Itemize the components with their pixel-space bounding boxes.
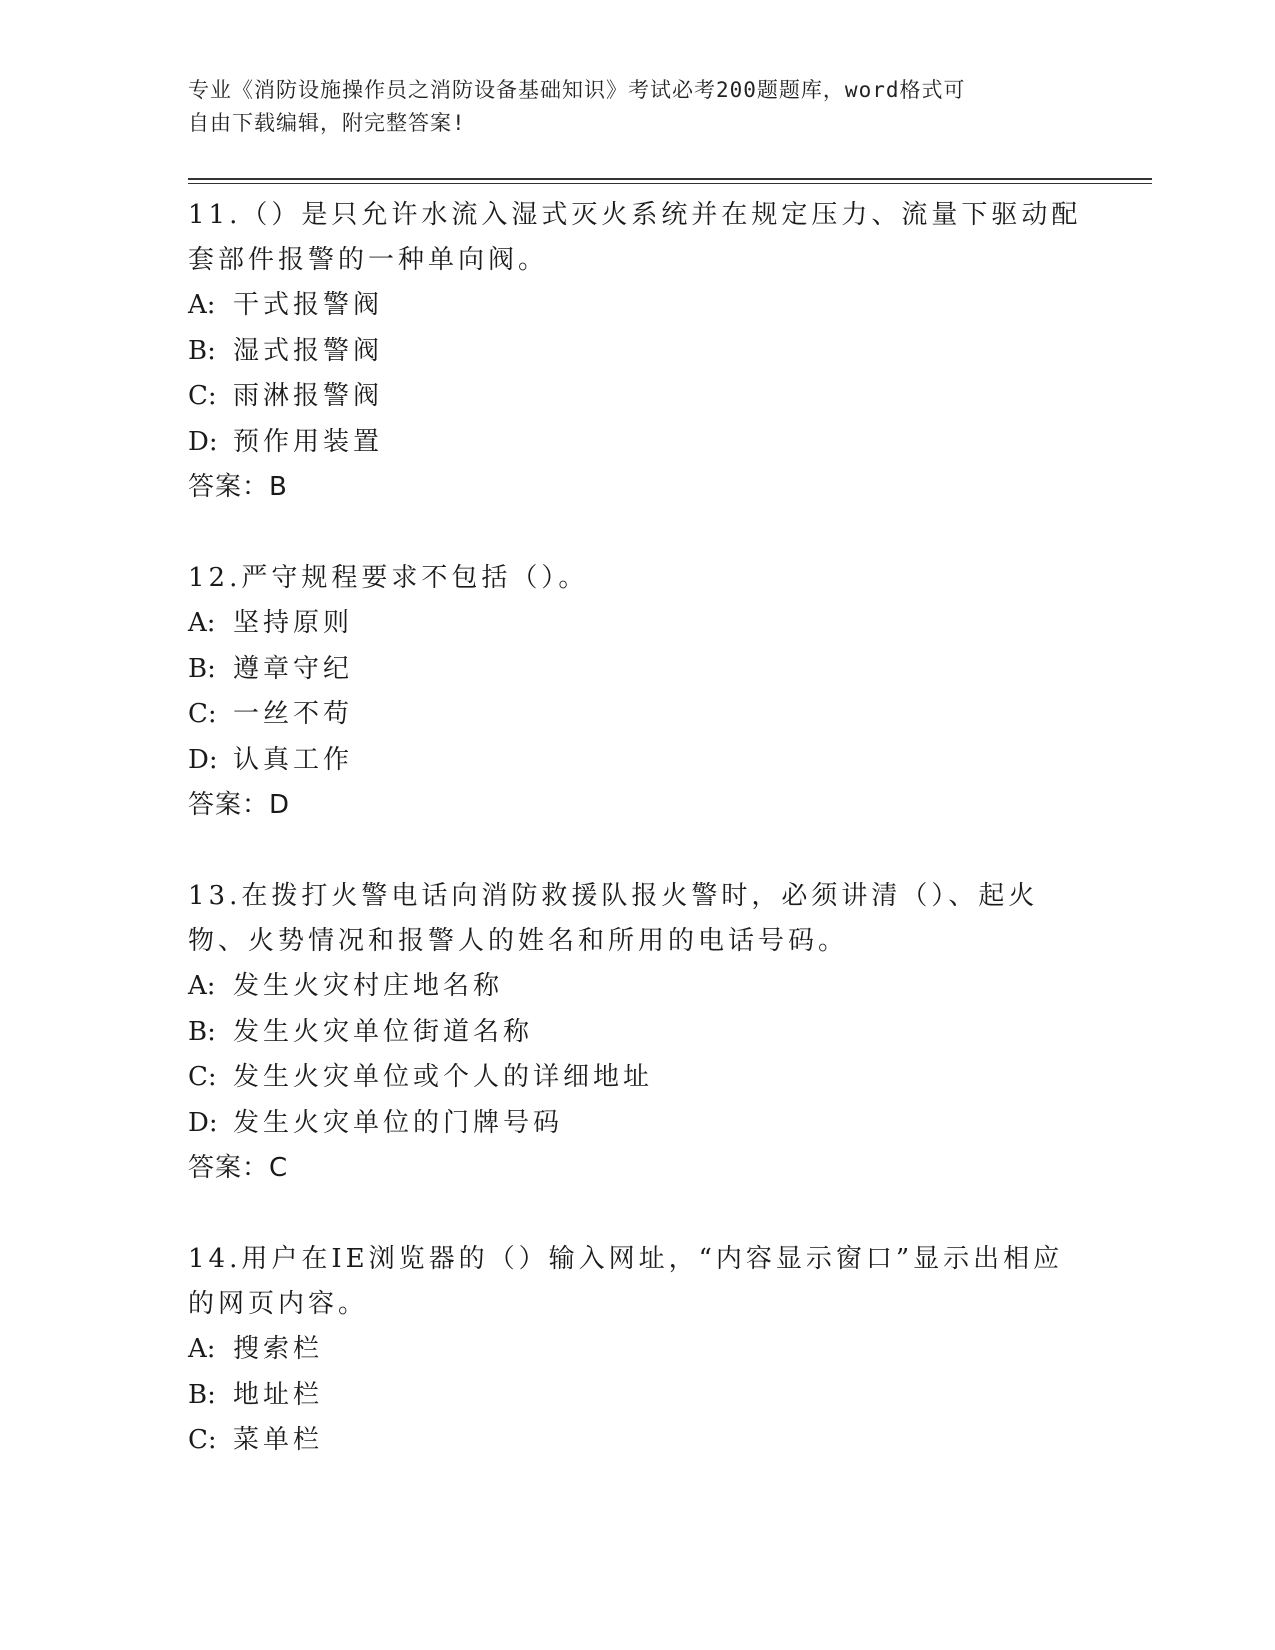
option-text: 坚持原则 [233,608,354,638]
question-13 [188,874,1088,1191]
option-key: D: [188,426,218,457]
answer-line: 答案：C [188,1153,289,1183]
option-key: B: [188,1016,216,1047]
option-key: B: [188,653,216,684]
option-key: D: [188,1107,218,1138]
question-stem: 12.严守规程要求不包括（）。 [188,563,589,593]
option-a [188,601,1088,647]
header-divider-thin [188,183,1152,184]
option-key: C: [188,1425,217,1455]
option-a [188,1327,1088,1373]
option-key: C: [188,1062,217,1092]
answer-line: 答案：B [188,472,288,502]
header-line-1: 专业《消防设施操作员之消防设备基础知识》考试必考200题题库，word格式可 [188,78,966,102]
option-b [188,1373,1088,1419]
option-a [188,964,1088,1010]
question-14 [188,1237,1088,1464]
option-key: A: [188,608,216,638]
option-key: B: [188,335,216,366]
option-text: 预作用装置 [233,426,384,457]
option-text: 发生火灾单位街道名称 [233,1016,534,1047]
option-text: 干式报警阀 [233,290,384,320]
answer-line: 答案：D [188,790,291,820]
option-key: B: [188,1379,216,1410]
question-stem: 11.（）是只允许水流入湿式灭火系统并在规定压力、流量下驱动配套部件报警的一种单向阀。 [188,200,1082,275]
option-key: D: [188,744,218,775]
option-text: 雨淋报警阀 [233,381,384,411]
question-11 [188,193,1088,510]
option-key: C: [188,699,217,729]
option-text: 发生火灾单位的门牌号码 [233,1107,564,1138]
option-key: A: [188,1334,216,1364]
option-key: A: [188,290,216,320]
option-d [188,1101,1088,1147]
option-d [188,738,1088,784]
option-key: C: [188,381,217,411]
option-d [188,420,1088,466]
header-line-2: 自由下载编辑，附完整答案! [188,111,466,135]
question-stem: 14.用户在IE浏览器的（）输入网址，“内容显示窗口”显示出相应的网页内容。 [188,1244,1064,1319]
option-text: 一丝不苟 [233,699,354,729]
option-text: 菜单栏 [233,1425,324,1455]
question-stem: 13.在拨打火警电话向消防救援队报火警时，必须讲清（）、起火物、火势情况和报警人的姓名和所用的电话号码。 [188,881,1039,956]
option-text: 认真工作 [233,744,354,775]
option-text: 遵章守纪 [233,653,354,684]
option-c [188,692,1088,738]
option-text: 地址栏 [233,1379,324,1410]
option-a [188,283,1088,329]
option-text: 发生火灾单位或个人的详细地址 [233,1062,654,1092]
option-c [188,374,1088,420]
option-text: 湿式报警阀 [233,335,384,366]
option-b [188,1010,1088,1056]
document-header [188,74,1068,140]
option-text: 搜索栏 [233,1334,324,1364]
option-c [188,1418,1088,1464]
option-c [188,1055,1088,1101]
option-b [188,329,1088,375]
question-list [188,193,1088,1510]
option-b [188,647,1088,693]
question-12 [188,556,1088,828]
header-divider-thick [188,178,1152,180]
option-key: A: [188,971,216,1001]
option-text: 发生火灾村庄地名称 [233,971,504,1001]
